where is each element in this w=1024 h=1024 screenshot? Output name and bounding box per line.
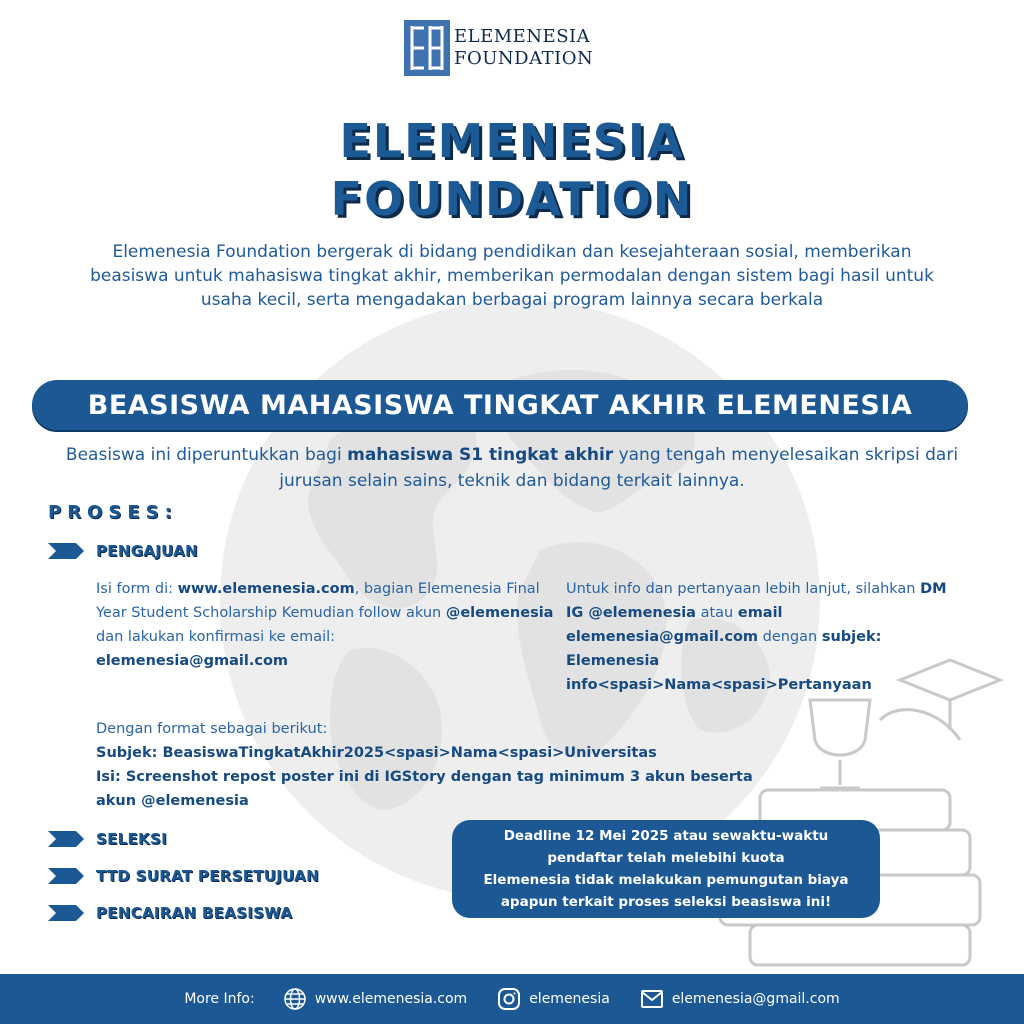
email-format [96,717,816,813]
proses-heading: PROSES: [48,502,178,523]
step-pengajuan [48,542,198,560]
footer-label: More Info: [184,991,255,1007]
desc-bold: mahasiswa S1 tingkat akhir [347,445,614,465]
desc-post: yang tengah menyelesaikan skripsi dari jurusan selain sains, teknik dan bidang terkait lainnya. [279,445,959,491]
footer-email-text: elemenesia@gmail.com [671,991,840,1007]
contact-instructions [566,577,966,697]
contact-email[interactable]: email elemenesia@gmail.com [566,605,783,645]
footer-bar [0,974,1024,1024]
left-p1: Isi form di: [96,581,178,597]
scholarship-banner [32,380,968,430]
right-p1: Untuk info dan pertanyaan lebih lanjut, silahkan [566,581,921,597]
format-content: Isi: Screenshot repost poster ini di IGStory dengan tag minimum 3 akun beserta akun @elemenesia [96,769,753,809]
footer-instagram-text: elemenesia [529,991,610,1007]
title-line-1: ELEMENESIA [339,114,685,168]
logo-mark-icon [404,20,450,76]
footer-instagram[interactable] [497,987,610,1011]
instagram-icon [497,987,521,1011]
footer-website[interactable] [283,987,467,1011]
footer-email[interactable] [640,987,840,1011]
format-subject: Subjek: BeasiswaTingkatAkhir2025<spasi>Nama<spasi>Universitas [96,745,657,761]
deadline-line-1: Deadline 12 Mei 2025 atau sewaktu-waktu [503,828,829,844]
step-label: SELEKSI [96,830,167,848]
right-p2: atau [695,605,738,621]
footer-website-text: www.elemenesia.com [314,991,468,1007]
scholarship-description [40,442,984,494]
step-label: PENCAIRAN BEASISWA [96,904,293,922]
page-title [0,112,1024,228]
instagram-handle[interactable]: @elemenesia [445,605,554,621]
format-intro: Dengan format sebagai berikut: [96,721,328,737]
step-label: PENGAJUAN [96,542,198,560]
chevron-right-icon [48,543,84,559]
chevron-right-icon [48,905,84,921]
deadline-line-3: Elemenesia tidak melakukan pemungutan biaya [483,872,849,888]
deadline-line-2: pendaftar telah melebihi kuota [547,850,785,866]
website-link[interactable]: www.elemenesia.com [177,581,355,597]
step-ttd [48,867,319,885]
right-p3: dengan [758,629,822,645]
logo-line-1: ELEMENESIA [454,26,591,47]
step-label: TTD SURAT PERSETUJUAN [96,867,319,885]
left-p2: , bagian Elemenesia Final Year Student Scholarship Kemudian follow akun [96,581,540,621]
foundation-logo [404,20,593,76]
intro-paragraph: Elemenesia Foundation bergerak di bidang pendidikan dan kesejahteraan sosial, memberikan beasiswa untuk mahasiswa tingkat akhir, memberikan permodalan dengan sistem bagi hasil untuk usaha kecil, serta mengadakan berbagai program lainnya secara berkala [90,242,934,310]
dm-ig-text: DM IG @elemenesia [566,581,947,621]
globe-icon [283,987,307,1011]
mail-icon [640,987,664,1011]
contact-subject: subjek: Elemenesia info<spasi>Nama<spasi>Pertanyaan [566,629,882,693]
logo-text [454,26,593,70]
banner-title: BEASISWA MAHASISWA TINGKAT AKHIR ELEMENESIA [87,389,913,421]
step-seleksi [48,830,167,848]
desc-pre: Beasiswa ini diperuntukkan bagi [65,445,348,465]
logo-line-2: FOUNDATION [454,48,594,69]
chevron-right-icon [48,831,84,847]
chevron-right-icon [48,868,84,884]
deadline-notice [452,820,880,918]
left-p3: dan lakukan konfirmasi ke email: [96,629,336,645]
deadline-line-4: apapun terkait proses seleksi beasiswa ini! [500,894,832,910]
title-line-2: FOUNDATION [330,172,694,226]
pengajuan-instructions [96,577,556,673]
step-pencairan [48,904,292,922]
email-link[interactable]: elemenesia@gmail.com [96,653,289,669]
